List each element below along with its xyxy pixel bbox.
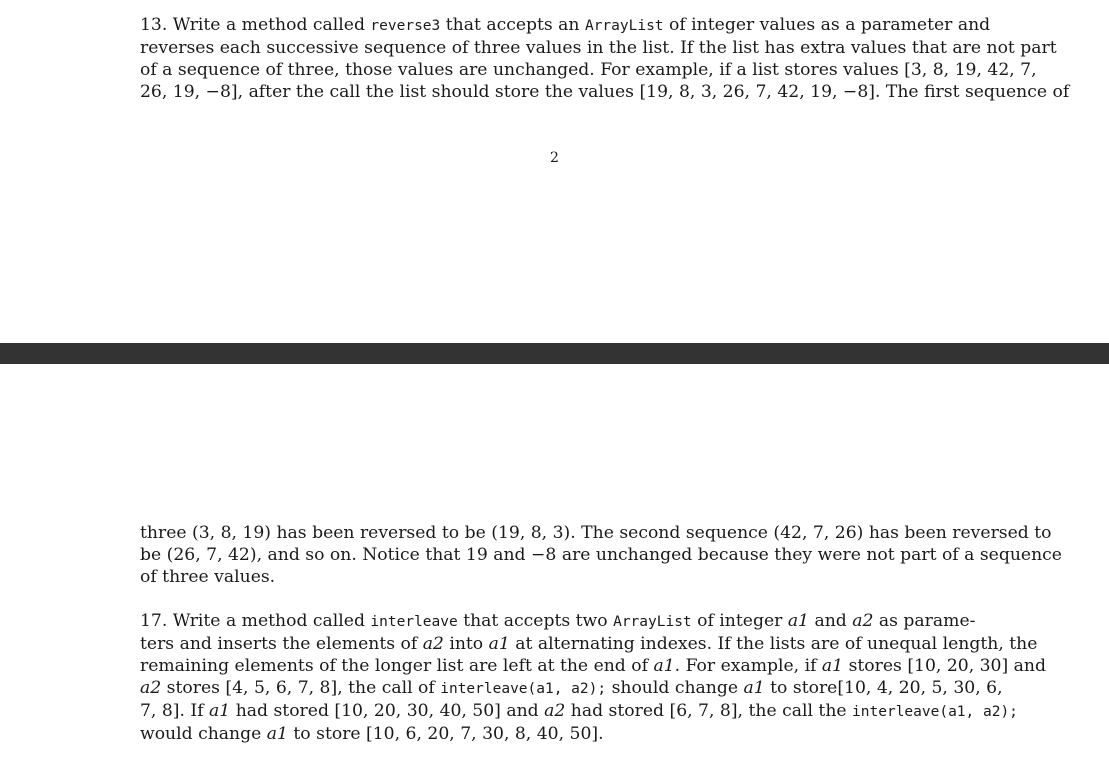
text-segment: had stored [10, 20, 30, 40, 50] and: [230, 701, 545, 721]
problem-13-paragraph: [140, 14, 1070, 103]
text-segment: remaining elements of the longer list are left at the end of: [140, 656, 654, 676]
text-line: [140, 610, 976, 633]
text-segment: had stored [6, 7, 8], the call the: [565, 701, 853, 721]
text-segment: . For example, if: [674, 656, 822, 676]
text-segment: would change: [140, 724, 267, 744]
code-type-name: ArrayList: [584, 18, 664, 34]
math-variable: a1: [209, 701, 231, 721]
text-segment: to store[10, 4, 20, 5, 30, 6,: [764, 678, 1003, 698]
text-line: of three values.: [140, 567, 276, 587]
text-segment: 13. Write a method called: [140, 15, 371, 35]
text-segment: that accepts an: [440, 15, 585, 35]
code-type-name: ArrayList: [613, 614, 692, 630]
math-variable: a2: [852, 611, 874, 631]
code-method-name: reverse3: [370, 18, 441, 34]
text-line: [140, 677, 1003, 700]
text-segment: stores [4, 5, 6, 7, 8], the call of: [161, 678, 441, 698]
math-variable: a1: [488, 634, 510, 654]
text-segment: that accepts two: [457, 611, 614, 631]
problem-17-paragraph: [140, 610, 1046, 745]
code-call: interleave(a1, a2);: [440, 681, 607, 697]
text-segment: into: [443, 634, 489, 654]
math-variable: a2: [544, 701, 566, 721]
text-segment: 17. Write a method called: [140, 611, 371, 631]
text-segment: should change: [606, 678, 744, 698]
text-line: be (26, 7, 42), and so on. Notice that 19 and −8 are unchanged because they were not part of a sequence: [140, 545, 1062, 565]
text-line: [140, 655, 1046, 677]
text-segment: stores [10, 20, 30] and: [843, 656, 1046, 676]
page-number: 2: [550, 150, 559, 166]
text-segment: of integer: [691, 611, 788, 631]
code-call: interleave(a1, a2);: [852, 704, 1018, 720]
math-variable: a1: [821, 656, 844, 676]
text-line: reverses each successive sequence of three values in the list. If the list has extra values that are not part: [140, 38, 1057, 58]
text-line: [140, 723, 965, 745]
text-line: [140, 700, 1018, 723]
math-variable: a2: [422, 634, 444, 654]
text-segment: ters and inserts the elements of: [140, 634, 423, 654]
text-segment: at alternating indexes. If the lists are of unequal length, the: [509, 634, 1038, 654]
text-segment: as parame-: [873, 611, 976, 631]
math-variable: a1: [653, 656, 675, 676]
text-line: three (3, 8, 19) has been reversed to be (19, 8, 3). The second sequence (42, 7, 26) has been reversed to: [140, 523, 1052, 543]
math-variable: a2: [140, 678, 162, 698]
text-line: [140, 633, 1038, 655]
page-separator: [0, 343, 1109, 364]
problem-13-continuation: [140, 522, 1062, 588]
math-variable: a1: [743, 678, 765, 698]
math-variable: a1: [266, 724, 288, 744]
math-variable: a1: [787, 611, 809, 631]
text-segment: of integer values as a parameter and: [663, 15, 991, 35]
text-line: of a sequence of three, those values are unchanged. For example, if a list stores values [3, 8, 19, 42, 7,: [140, 60, 1037, 80]
text-segment: and: [809, 611, 853, 631]
text-segment: to store [10, 6, 20, 7, 30, 8, 40, 50].: [287, 724, 604, 744]
text-segment: 7, 8]. If: [140, 701, 210, 721]
code-method-name: interleave: [370, 614, 458, 630]
text-line: [140, 14, 991, 37]
text-line: 26, 19, −8], after the call the list should store the values [19, 8, 3, 26, 7, 42, 19, −8]. The first sequence of: [140, 82, 1070, 102]
